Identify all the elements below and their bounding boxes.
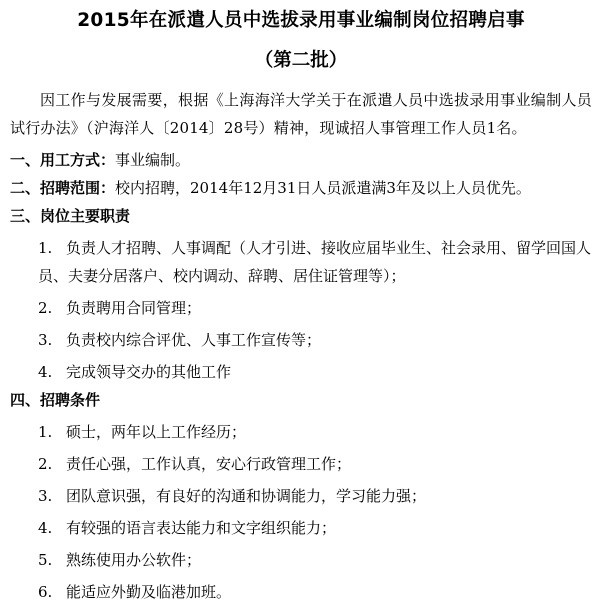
list-number: 1. [38,423,53,441]
list-item [10,450,592,478]
list-number: 4. [38,363,53,381]
list-number: 1. [38,239,53,257]
list-number: 6. [38,583,53,601]
list-text: 负责校内综合评优、人事工作宣传等； [66,331,322,349]
list-number: 3. [38,331,53,349]
section-text: 事业编制。 [115,151,191,169]
list-item [10,418,592,446]
document-subtitle: （第二批） [254,50,348,71]
list-text: 完成领导交办的其他工作 [66,363,232,381]
list-item [10,578,592,606]
section-heading: 三、岗位主要职责 [10,207,131,225]
list-text: 负责聘用合同管理； [66,299,202,317]
section-employment-type [10,146,592,174]
list-text: 团队意识强，有良好的沟通和协调能力，学习能力强； [66,487,427,505]
list-item [10,234,592,290]
intro-paragraph: 因工作与发展需要，根据《上海海洋大学关于在派遣人员中选拔录用事业编制人员试行办法》（沪海洋人〔2014〕28号）精神，现诚招人事管理工作人员1名。 [10,91,592,137]
list-number: 4. [38,519,53,537]
list-item [10,546,592,574]
section-duties [10,202,592,230]
section-heading: 一、用工方式： [10,151,116,169]
list-number: 2. [38,299,53,317]
list-item [10,358,592,386]
section-requirements [10,386,592,414]
list-item [10,294,592,322]
list-item [10,326,592,354]
list-number: 2. [38,455,53,473]
list-text: 硕士，两年以上工作经历； [66,423,247,441]
list-text: 熟练使用办公软件； [66,551,202,569]
document-title: 2015年在派遣人员中选拔录用事业编制岗位招聘启事 [77,10,525,31]
list-text: 能适应外勤及临港加班。 [66,583,232,601]
section-text: 校内招聘，2014年12月31日人员派遣满3年及以上人员优先。 [115,179,531,197]
list-item [10,482,592,510]
list-number: 3. [38,487,53,505]
section-heading: 二、招聘范围： [10,179,116,197]
list-text: 有较强的语言表达能力和文字组织能力； [66,519,337,537]
section-recruit-scope [10,174,592,202]
list-text: 负责人才招聘、人事调配（人才引进、接收应届毕业生、社会录用、留学回国人员、夫妻分居落户、校内调动、辞聘、居住证管理等）； [38,239,592,285]
list-item [10,514,592,542]
list-text: 责任心强，工作认真，安心行政管理工作； [66,455,352,473]
section-heading: 四、招聘条件 [10,391,101,409]
list-number: 5. [38,551,53,569]
